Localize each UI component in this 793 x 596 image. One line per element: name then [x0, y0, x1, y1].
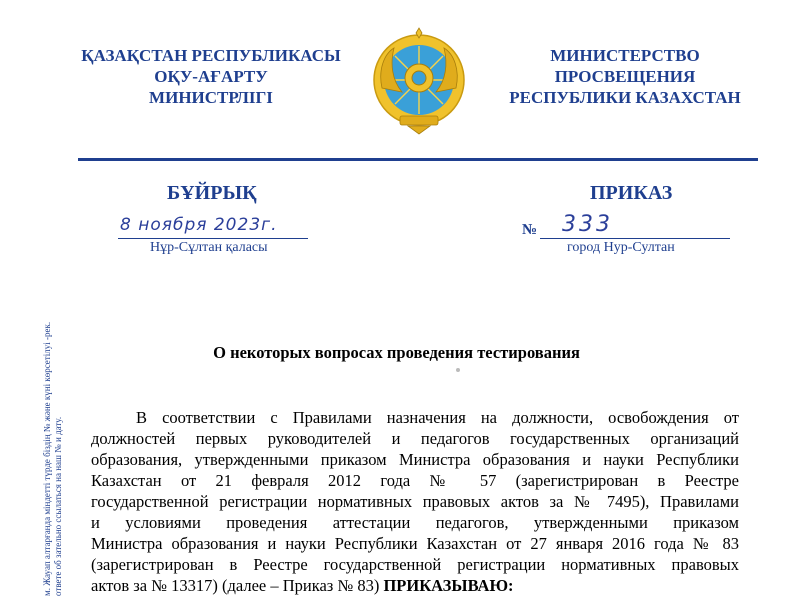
body-line: должностей первых руководителей и педагогов государственных организаций	[91, 429, 739, 448]
header-left-line: МИНИСТРЛІГІ	[149, 88, 273, 107]
body-line-plain: актов за № 13317) (далее – Приказ № 83)	[91, 576, 384, 595]
city-kazakh: Нұр-Сұлтан қаласы	[150, 240, 268, 255]
body-line: Министра образования и науки Республики Казахстан от 27 января 2016 года № 83	[91, 534, 739, 553]
handwritten-number: 333	[562, 212, 613, 237]
document-title: О некоторых вопросах проведения тестирования	[213, 343, 580, 362]
body-line: государственной регистрации нормативных правовых актов за № 7495), Правилами	[91, 492, 739, 511]
body-line: В соответствии с Правилами назначения на должности, освобождения от	[136, 408, 739, 427]
handwritten-date: 8 ноября 2023г.	[120, 215, 278, 235]
date-underline	[118, 238, 308, 239]
header-right-russian	[505, 45, 745, 108]
city-russian: город Нур-Султан	[567, 240, 675, 255]
document-body	[91, 407, 739, 596]
scan-speck	[456, 368, 460, 372]
header-right-line: РЕСПУБЛИКИ КАЗАХСТАН	[509, 88, 741, 107]
body-line: (зарегистрирован в Реестре государственной регистрации нормативных правовых	[91, 555, 739, 574]
body-line: Казахстан от 21 февраля 2012 года № 57 (зарегистрирован в Реестре	[91, 471, 739, 490]
header-right-line: ПРОСВЕЩЕНИЯ	[554, 67, 696, 86]
number-underline	[540, 238, 730, 239]
letterhead-divider	[78, 158, 758, 161]
side-note-line: ответе об зательно ссылаться на наш № и дату.	[53, 416, 63, 596]
body-line: и условиями проведения аттестации педагогов, утвержденными приказом	[91, 513, 739, 532]
order-directive: ПРИКАЗЫВАЮ:	[383, 576, 514, 595]
order-type-kazakh: БҰЙРЫҚ	[167, 182, 257, 204]
kazakhstan-state-emblem-icon	[372, 30, 466, 136]
order-type-russian: ПРИКАЗ	[590, 182, 673, 204]
side-note-line: м. Жауап алтарғанда міндетті түрде біздің № және күні көрсетілуі -рек.	[42, 321, 52, 596]
header-right-line: МИНИСТЕРСТВО	[550, 46, 700, 65]
header-left-line: ОҚУ-АҒАРТУ	[154, 67, 268, 86]
number-sign: №	[522, 222, 538, 238]
header-left-line: ҚАЗАҚСТАН РЕСПУБЛИКАСЫ	[81, 46, 341, 65]
body-line-last	[91, 575, 739, 596]
body-line: образования, утвержденными приказом Министра образования и науки Республики	[91, 450, 739, 469]
header-left-kazakh	[80, 45, 342, 108]
